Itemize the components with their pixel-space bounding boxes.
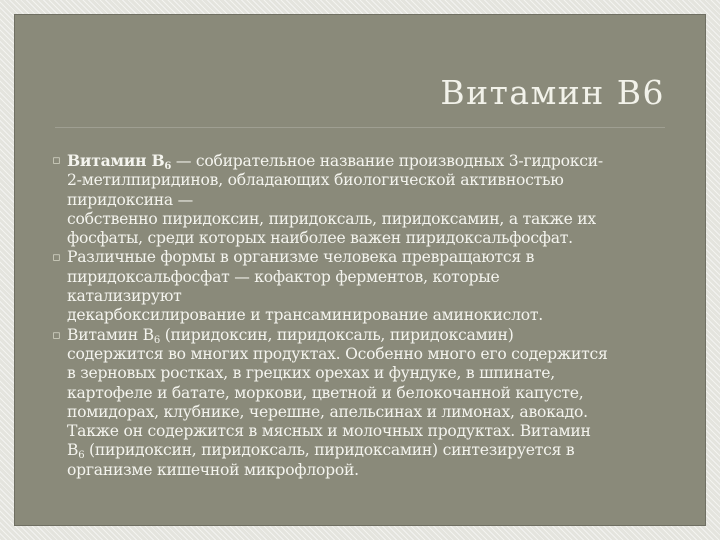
bullet-body-part: Витамин В xyxy=(67,325,154,344)
bullet-square-icon: ▫ xyxy=(52,327,61,343)
slide xyxy=(14,14,706,526)
bullet-lead-term: Витамин B xyxy=(67,151,165,170)
bullet-list xyxy=(15,151,707,480)
title-divider xyxy=(55,127,665,128)
bullet-text xyxy=(67,152,603,247)
bullet-item-sources xyxy=(15,326,707,480)
subscript: 6 xyxy=(78,450,85,462)
bullet-square-icon: ▫ xyxy=(52,153,61,168)
bullet-square-icon: ▫ xyxy=(52,250,61,266)
slide-title: Витамин B6 xyxy=(440,73,665,112)
bullet-item-definition xyxy=(15,151,707,248)
bullet-text xyxy=(67,326,608,479)
bullet-body: Различные формы в организме человека превращаются в пиридоксальфосфат — кофактор ферментов, которые катализируют декарбоксилирование и трансаминирование аминокислот. xyxy=(67,248,543,325)
subscript: 6 xyxy=(164,161,172,172)
bullet-item-conversion xyxy=(15,248,707,325)
subscript: 6 xyxy=(153,334,160,346)
bullet-body-part: (пиридоксин, пиридоксаль, пиридоксамин) содержится во многих продуктах. Особенно много его содержится в зерновых ростках, в грецких орехах и фундуке, в шпинате, картофеле и батате, моркови, цветной и белокочанной капусте, помидорах, клубнике, черешне, апельсинах и лимонах, авокадо. Также он содержится в мясных и молочных продуктах. Витамин В xyxy=(67,325,608,460)
bullet-body: — собирательное название производных 3-гидрокси- 2-метилпиридинов, обладающих биологической активностью пиридоксина — собственно пиридоксин, пиридоксаль, пиридоксамин, а также их фосфаты, среди которых наиболее важен пиридоксальфосфат. xyxy=(67,152,603,248)
bullet-body-part: (пиридоксин, пиридоксаль, пиридоксамин) синтезируется в организме кишечной микрофлорой. xyxy=(67,441,575,479)
